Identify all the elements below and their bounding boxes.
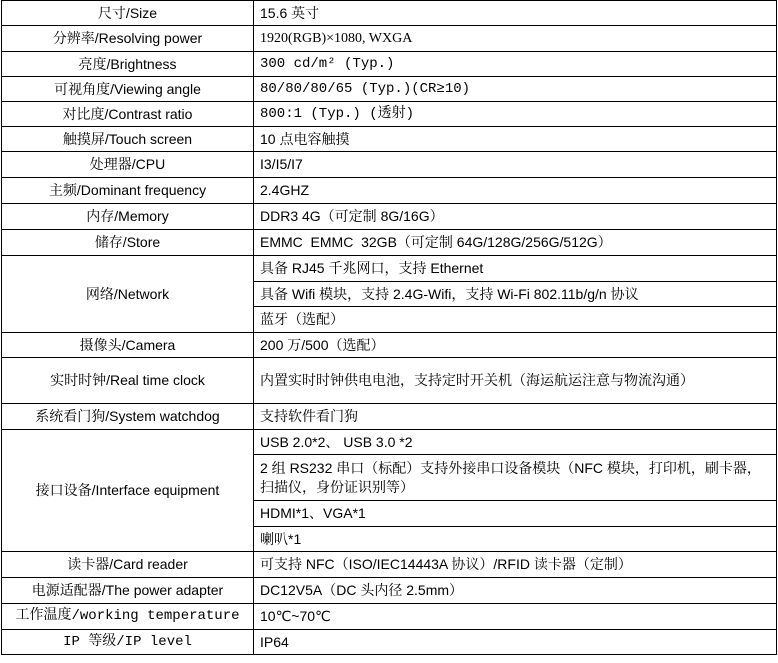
table-row [2, 178, 777, 204]
row-label-frequency: 主频/Dominant frequency [2, 178, 254, 204]
table-row [2, 430, 777, 455]
table-row [2, 52, 777, 77]
row-value-network-ethernet: 具备 RJ45 千兆网口，支持 Ethernet [254, 256, 777, 282]
row-label-watchdog: 系统看门狗/System watchdog [2, 404, 254, 430]
row-value-ip-level: IP64 [254, 630, 777, 655]
row-value-interface-serial: 2 组 RS232 串口（标配）支持外接串口设备模块（NFC 模块，打印机，刷卡器，扫描仪，身份证识别等） [254, 455, 777, 501]
row-label-camera: 摄像头/Camera [2, 333, 254, 358]
row-label-power-adapter: 电源适配器/The power adapter [2, 578, 254, 604]
row-label-memory: 内存/Memory [2, 204, 254, 230]
row-value-card-reader: 可支持 NFC（ISO/IEC14443A 协议）/RFID 读卡器（定制） [254, 552, 777, 578]
row-label-card-reader: 读卡器/Card reader [2, 552, 254, 578]
row-label-brightness: 亮度/Brightness [2, 52, 254, 77]
table-row [2, 26, 777, 52]
row-value-touch: 10 点电容触摸 [254, 127, 777, 152]
row-value-interface-usb: USB 2.0*2、 USB 3.0 *2 [254, 430, 777, 455]
row-label-cpu: 处理器/CPU [2, 152, 254, 178]
row-value-rtc: 内置实时时钟供电电池，支持定时开关机（海运航运注意与物流沟通） [254, 358, 777, 404]
row-value-brightness: 300 cd/m² (Typ.) [254, 52, 777, 77]
table-row [2, 204, 777, 230]
row-label-rtc: 实时时钟/Real time clock [2, 358, 254, 404]
row-label-interface: 接口设备/Interface equipment [2, 430, 254, 552]
table-row [2, 1, 777, 26]
row-value-interface-video: HDMI*1、VGA*1 [254, 501, 777, 527]
row-label-ip-level: IP 等级/IP level [2, 630, 254, 655]
row-label-touch: 触摸屏/Touch screen [2, 127, 254, 152]
row-value-viewing-angle: 80/80/80/65 (Typ.)(CR≥10) [254, 77, 777, 102]
table-row [2, 102, 777, 127]
row-value-size: 15.6 英寸 [254, 1, 777, 26]
table-row [2, 630, 777, 655]
row-value-interface-speaker: 喇叭*1 [254, 527, 777, 552]
row-value-store: EMMC EMMC 32GB（可定制 64G/128G/256G/512G） [254, 230, 777, 256]
row-label-store: 储存/Store [2, 230, 254, 256]
row-value-cpu: I3/I5/I7 [254, 152, 777, 178]
table-row [2, 404, 777, 430]
row-label-resolution: 分辨率/Resolving power [2, 26, 254, 52]
row-label-network: 网络/Network [2, 256, 254, 333]
row-value-network-bluetooth: 蓝牙（选配） [254, 307, 777, 333]
row-label-contrast: 对比度/Contrast ratio [2, 102, 254, 127]
table-row [2, 552, 777, 578]
table-row [2, 358, 777, 404]
table-row [2, 230, 777, 256]
row-value-power-adapter: DC12V5A（DC 头内径 2.5mm） [254, 578, 777, 604]
row-label-size: 尺寸/Size [2, 1, 254, 26]
table-row [2, 604, 777, 630]
table-row [2, 333, 777, 358]
table-row [2, 256, 777, 282]
spec-table [1, 0, 777, 655]
row-value-watchdog: 支持软件看门狗 [254, 404, 777, 430]
table-row [2, 77, 777, 102]
row-value-temperature: 10℃~70℃ [254, 604, 777, 630]
row-label-temperature: 工作温度/working temperature [2, 604, 254, 630]
row-value-frequency: 2.4GHZ [254, 178, 777, 204]
row-label-viewing-angle: 可视角度/Viewing angle [2, 77, 254, 102]
table-row [2, 127, 777, 152]
row-value-camera: 200 万/500（选配） [254, 333, 777, 358]
row-value-contrast: 800:1 (Typ.) (透射) [254, 102, 777, 127]
row-value-resolution: 1920(RGB)×1080, WXGA [254, 26, 777, 52]
row-value-memory: DDR3 4G（可定制 8G/16G） [254, 204, 777, 230]
table-row [2, 152, 777, 178]
row-value-network-wifi: 具备 Wifi 模块，支持 2.4G-Wifi，支持 Wi-Fi 802.11b/g/n 协议 [254, 282, 777, 307]
table-row [2, 578, 777, 604]
